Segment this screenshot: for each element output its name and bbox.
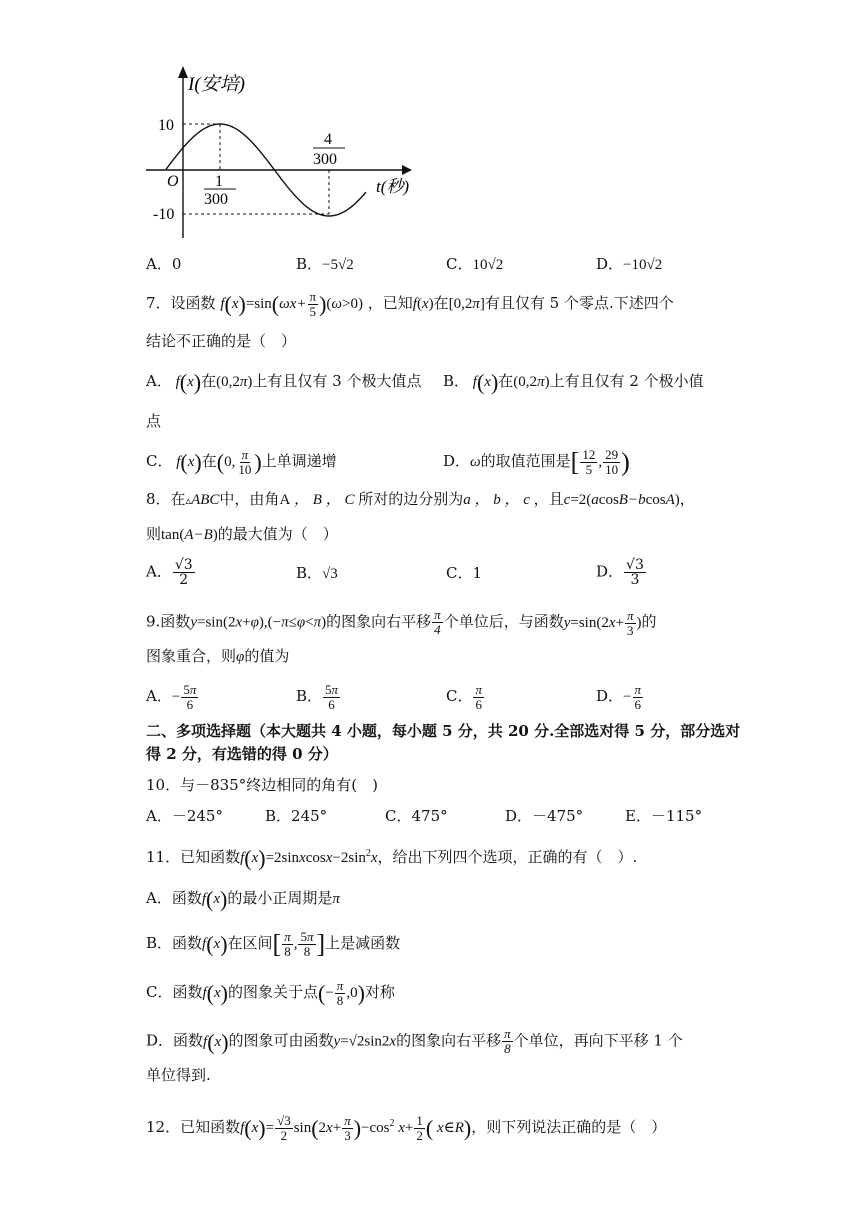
q10-option-a: A．－245° bbox=[146, 807, 223, 825]
q9-text-of: 的 bbox=[641, 612, 657, 631]
q9-option-a-label: A． bbox=[146, 686, 172, 705]
q9-option-a bbox=[146, 683, 199, 712]
q11-option-d-label: D．函数 bbox=[146, 1031, 204, 1050]
q8-option-c: C．1 bbox=[446, 564, 483, 582]
q6-option-b bbox=[296, 254, 354, 275]
q6-option-d bbox=[596, 254, 662, 275]
q9-option-a-value: − $\frac{5\pi}{6}$ bbox=[171, 682, 197, 712]
q9-option-b-value: $\frac{5\pi}{6}$ bbox=[325, 682, 339, 712]
q8-text-angles: 中，由角 bbox=[219, 490, 280, 508]
q7-option-b-in: 在 bbox=[498, 372, 514, 390]
x-tick2-den: 300 bbox=[313, 151, 337, 168]
q11-option-b-text-interval: 在区间 bbox=[227, 933, 273, 952]
x-tick2-num: 4 bbox=[324, 131, 332, 148]
q9-text-after: 个单位后，与函数 bbox=[443, 612, 564, 631]
q8-side-names: a ， b ， c bbox=[463, 492, 534, 508]
q9-stem-line1 bbox=[146, 608, 657, 638]
y-min-label: -10 bbox=[153, 206, 175, 223]
q8-angle-names: A ， B ， C bbox=[279, 492, 359, 508]
q8-stem-line2 bbox=[146, 524, 338, 545]
q9-text-coincide: 图象重合，则 bbox=[146, 647, 237, 665]
q8-tan-expr: tan(A−B) bbox=[161, 527, 218, 543]
q6-option-c-label: C． bbox=[446, 255, 473, 273]
q9-target-function: y=sin(2x+ $\frac{\pi}{3}$ ) bbox=[563, 607, 642, 638]
q9-text-shift: 的图象向右平移 bbox=[326, 612, 432, 631]
y-axis-arrow bbox=[178, 66, 188, 78]
q7-option-d-label: D． bbox=[443, 451, 471, 470]
q9-option-d-label: D． bbox=[596, 686, 624, 705]
q7-option-d-text: 的取值范围是 bbox=[480, 451, 571, 470]
x-tick1-num: 1 bbox=[215, 173, 223, 190]
q11-option-c-label: C．函数 bbox=[146, 982, 203, 1001]
q8-option-d-label: D． bbox=[596, 562, 624, 581]
sine-current-graph bbox=[140, 62, 430, 242]
q11-option-d bbox=[146, 1027, 683, 1056]
q11-text-options: ，给出下列四个选项，正确的有（ ）. bbox=[377, 848, 638, 866]
q9-option-c-value: $\frac{\pi}{6}$ bbox=[475, 682, 482, 712]
section2-heading-line1: 二、多项选择题（本大题共 4 小题，每小题 5 分，共 20 分.全部选对得 5 分，部分选对 bbox=[146, 722, 741, 740]
q11-option-b bbox=[146, 930, 400, 959]
q9-text-value: 的值为 bbox=[244, 647, 290, 665]
q7-text-in: 在 bbox=[433, 293, 449, 312]
q11-option-c-fx: f(x) bbox=[202, 980, 228, 1006]
q7-option-a-fx: f(x) bbox=[171, 369, 202, 395]
q12-text: ，则下列说法正确的是（ ） bbox=[471, 1118, 667, 1136]
q11-number: 11．已知函数 bbox=[146, 848, 241, 866]
q12-stem bbox=[146, 1114, 666, 1143]
q11-option-c-text-point: 的图象关于点 bbox=[227, 982, 318, 1001]
q8-option-d-value: $\frac{√3}{3}$ bbox=[626, 557, 644, 588]
q6-option-b-label: B． bbox=[296, 255, 323, 273]
q8-in: 8．在 bbox=[146, 490, 186, 508]
q7-stem-line2: 结论不正确的是（ ） bbox=[146, 332, 297, 350]
q11-option-d-source-fn: y=√2sin2x bbox=[333, 1033, 397, 1050]
q7-option-b-label: B． bbox=[443, 372, 470, 390]
q7-option-b-fx: f(x) bbox=[469, 369, 499, 395]
q11-option-c-text: 对称 bbox=[364, 982, 395, 1001]
q6-option-d-label: D． bbox=[596, 255, 624, 273]
q7-option-a-text: 上有且仅有 3 个极大值点 bbox=[252, 372, 422, 390]
q7-number: 7．设函数 bbox=[146, 293, 216, 312]
q9-number: 9.函数 bbox=[146, 612, 191, 631]
q9-option-c bbox=[446, 683, 485, 712]
q10-stem: 10．与－835°终边相同的角有( ) bbox=[146, 776, 378, 794]
q11-function: $f(x)=2sinxcosx-2\sin^2x$ bbox=[240, 845, 378, 871]
q10-option-b: B．245° bbox=[265, 807, 328, 825]
q7-option-a-interval: (0,2π) bbox=[216, 374, 253, 390]
q11-option-d-text: 个单位，再向下平移 1 个 bbox=[513, 1031, 683, 1050]
q11-option-d-continued: 单位得到. bbox=[146, 1066, 211, 1084]
q8-option-b bbox=[296, 563, 338, 584]
q11-option-b-fx: f(x) bbox=[202, 931, 228, 957]
q7-option-b-continued: 点 bbox=[146, 412, 162, 430]
q11-option-a-label: A．函数 bbox=[146, 889, 202, 907]
q11-stem bbox=[146, 844, 637, 869]
q9-function: y=sin(2x+φ),(−π≤φ<π) bbox=[190, 614, 327, 631]
y-axis-label: I(安培) bbox=[188, 74, 245, 95]
q6-option-a: A．0 bbox=[146, 255, 182, 273]
q6-option-c bbox=[446, 254, 503, 275]
q11-option-b-label: B．函数 bbox=[146, 933, 203, 952]
q7-option-a bbox=[146, 371, 421, 393]
q8-option-b-value: √3 bbox=[322, 566, 338, 582]
x-tick1-den: 300 bbox=[204, 191, 228, 208]
q8-text-and: ，且 bbox=[533, 490, 564, 508]
q7-option-c-interval: (0, $\frac{\pi}{10}$ ) bbox=[216, 447, 262, 477]
q7-option-c-label: C． bbox=[146, 451, 173, 470]
q11-option-d-text-from: 的图象可由函数 bbox=[228, 1031, 334, 1050]
q7-option-d-omega: ω bbox=[470, 453, 481, 470]
q8-text-max: 的最大值为（ ） bbox=[217, 525, 338, 543]
q8-option-b-label: B． bbox=[296, 564, 323, 582]
q8-stem-line1: 8．在▵ABC中，由角A ， B ， C 所对的边分别为a ， b ， c ，且c=2(acosB−bcosA)， bbox=[146, 490, 695, 508]
y-max-label: 10 bbox=[158, 117, 174, 134]
q9-option-b-label: B． bbox=[296, 686, 323, 705]
q11-option-b-text: 上是减函数 bbox=[325, 933, 401, 952]
q8-condition: c=2(acosB−bcosA) bbox=[563, 492, 680, 508]
q7-option-c-text: 上单调递增 bbox=[261, 451, 337, 470]
q9-option-d bbox=[596, 683, 644, 712]
q7-option-c-in: 在 bbox=[201, 451, 217, 470]
q7-option-b-text: 上有且仅有 2 个极小值 bbox=[549, 372, 704, 390]
q7-option-a-in: 在 bbox=[201, 372, 217, 390]
q10-option-d: D．－475° bbox=[505, 807, 584, 825]
q6-option-d-value: −10√2 bbox=[623, 257, 663, 273]
q8-option-a-value: $\frac{√3}{2}$ bbox=[174, 557, 193, 588]
origin-label: O bbox=[167, 173, 179, 190]
q9-option-c-label: C． bbox=[446, 686, 473, 705]
q7-text-zeros: 有且仅有 5 个零点.下述四个 bbox=[484, 293, 674, 312]
q9-phi: φ bbox=[236, 649, 245, 665]
q7-option-c bbox=[146, 448, 337, 477]
q8-text-sides: 所对的边分别为 bbox=[358, 490, 464, 508]
q11-option-d-shift: $\frac{\pi}{8}$ bbox=[504, 1026, 511, 1056]
q9-shift-amount: $\frac{\pi}{4}$ bbox=[434, 607, 441, 637]
q10-option-e: E．－115° bbox=[625, 807, 703, 825]
q7-interval: [0,2π] bbox=[448, 295, 485, 312]
q11-option-d-text-shift: 的图象向右平移 bbox=[396, 1031, 502, 1050]
q11-option-c bbox=[146, 979, 395, 1008]
q7-function-def: f(x)=sin(ωx+ $\frac{\pi}{5}$ )(ω>0) bbox=[220, 289, 363, 319]
q7-fx: f(x) bbox=[412, 295, 434, 312]
q11-option-a-pi: π bbox=[332, 891, 340, 907]
q6-option-b-value: −5√2 bbox=[322, 257, 354, 273]
q7-text-given: ，已知 bbox=[367, 293, 413, 312]
x-axis-arrow bbox=[402, 165, 412, 175]
q8-option-a bbox=[146, 558, 196, 587]
q7-option-d bbox=[443, 448, 630, 477]
q9-option-b bbox=[296, 683, 341, 712]
q9-option-d-value: − $\frac{\pi}{6}$ bbox=[623, 682, 642, 712]
q9-stem-line2 bbox=[146, 646, 289, 667]
section2-heading-line2: 得 2 分，有选错的得 0 分） bbox=[146, 745, 338, 763]
q8-triangle: ▵ABC bbox=[185, 492, 220, 508]
q7-stem-line1 bbox=[146, 290, 674, 319]
x-axis-label: t(秒) bbox=[376, 177, 410, 196]
q7-option-b-interval: (0,2π) bbox=[513, 374, 550, 390]
q12-function: f(x)= $\frac{√3}{2}$ sin(2x+ $\frac{\pi}{3}$ )$-\cos^2$ x+ $\frac{1}{2}$ ( x∈R) bbox=[240, 1113, 472, 1144]
q11-option-a bbox=[146, 888, 340, 910]
q7-option-d-range: [ $\frac{12}{5}$ , $\frac{29}{10}$ ) bbox=[570, 447, 630, 477]
q12-number: 12．已知函数 bbox=[146, 1118, 241, 1136]
q8-option-d bbox=[596, 558, 647, 587]
q6-option-c-value: 10√2 bbox=[472, 257, 504, 273]
q8-option-a-label: A． bbox=[146, 562, 172, 581]
q11-option-d-fx: f(x) bbox=[203, 1029, 229, 1055]
q11-option-b-interval: [ $\frac{\pi}{8}$ , $\frac{5\pi}{8}$ ] bbox=[272, 929, 326, 959]
q7-option-b bbox=[443, 371, 704, 393]
q8-then: 则 bbox=[146, 525, 162, 543]
q10-option-c: C．475° bbox=[385, 807, 448, 825]
q11-option-a-text: 的最小正周期是 bbox=[227, 889, 333, 907]
q7-option-a-label: A． bbox=[146, 372, 172, 390]
q11-option-c-point: (− $\frac{\pi}{8}$ ,0) bbox=[318, 978, 365, 1008]
q11-option-a-fx: f(x) bbox=[201, 886, 228, 912]
q7-option-c-fx: f(x) bbox=[172, 449, 202, 475]
